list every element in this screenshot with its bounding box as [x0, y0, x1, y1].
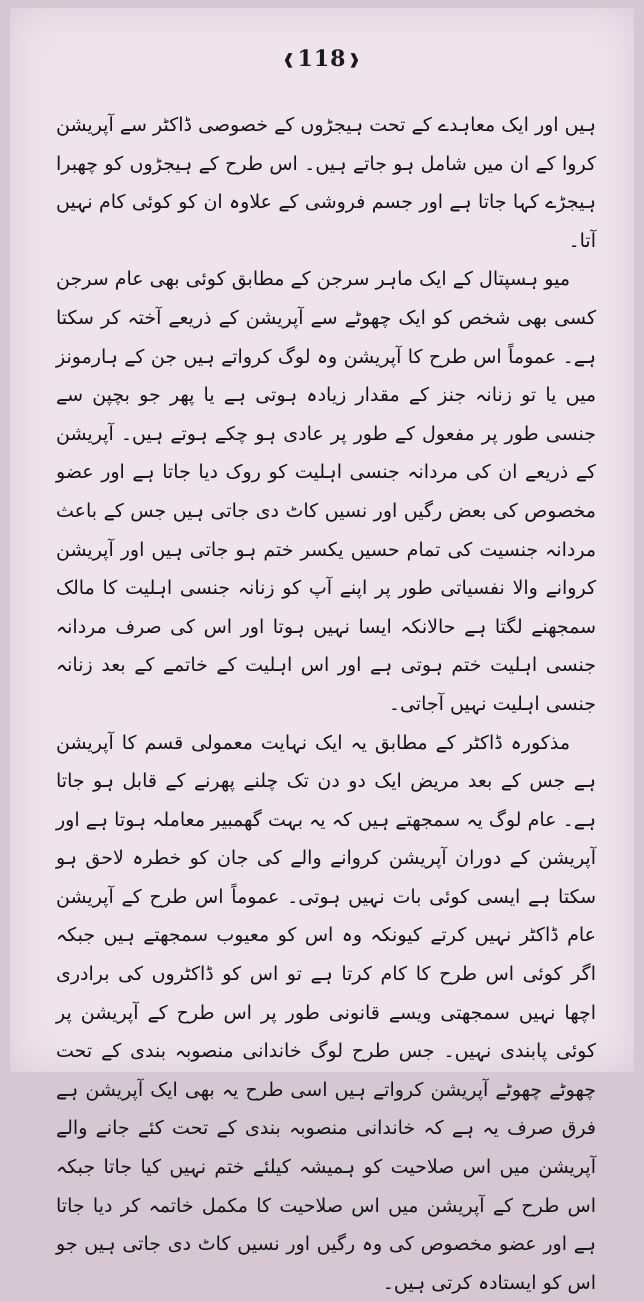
right-ornament-icon: ❱: [348, 52, 361, 68]
page-number: 118: [298, 46, 347, 72]
page-header: [10, 46, 634, 72]
body-text: [56, 106, 596, 1302]
paragraph-3: مذکورہ ڈاکٹر کے مطابق یہ ایک نہایت معمولی قسم کا آپریشن ہے جس کے بعد مریض ایک دو دن تک چلنے پھرنے کے قابل ہو جاتا ہے۔ عام لوگ یہ سمجھتے ہیں کہ یہ بہت گھمبیر معاملہ ہوتا ہے اور آپریشن کے دوران آپریشن کروانے والے کی جان کو خطرہ لاحق ہو سکتا ہے ایسی کوئی بات نہیں ہوتی۔ عموماً اس طرح کے آپریشن عام ڈاکٹر نہیں کرتے کیونکہ وہ اس کو معیوب سمجھتے ہیں جبکہ اگر کوئی اس طرح کا کام کرتا ہے تو اس کو ڈاکٹروں کی برادری اچھا نہیں سمجھتی ویسے قانونی طور پر اس طرح کے آپریشن پر کوئی پابندی نہیں۔ جس طرح لوگ خاندانی منصوبہ بندی کے تحت چھوٹے چھوٹے آپریشن کرواتے ہیں اسی طرح یہ بھی ایک آپریشن ہے فرق صرف یہ ہے کہ خاندانی منصوبہ بندی کے تحت کئے جانے والے آپریشن میں اس صلاحیت کو ہمیشہ کیلئے ختم نہیں کیا جاتا جبکہ اس طرح کے آپریشن میں اس صلاحیت کا مکمل خاتمہ کر دیا جاتا ہے اور عضو مخصوص کی وہ رگیں اور نسیں کاٹ دی جاتی ہیں جو اس کو ایستادہ کرتی ہیں۔: [56, 724, 596, 1302]
paragraph-1: ہیں اور ایک معاہدے کے تحت ہیجڑوں کے خصوصی ڈاکٹر سے آپریشن کروا کے ان میں شامل ہو جاتے ہیں۔ اس طرح کے ہیجڑوں کو چھبرا ہیجڑے کہا جاتا ہے اور جسم فروشی کے علاوہ ان کو کوئی کام نہیں آتا۔: [56, 106, 596, 260]
left-ornament-icon: ❰: [283, 52, 296, 68]
book-page: [10, 8, 634, 1072]
paragraph-2: میو ہسپتال کے ایک ماہر سرجن کے مطابق کوئی بھی عام سرجن کسی بھی شخص کو ایک چھوٹے سے آپریشن کے ذریعے آختہ کر سکتا ہے۔ عموماً اس طرح کا آپریشن وہ لوگ کرواتے ہیں جن کے ہارمونز میں یا تو زنانہ جنز کے مقدار زیادہ ہوتی ہے یا پھر جو بچپن سے جنسی طور پر مفعول کے طور پر عادی ہو چکے ہوتے ہیں۔ آپریشن کے ذریعے ان کی مردانہ جنسی اہلیت کو روک دیا جاتا ہے اور عضو مخصوص کی بعض رگیں اور نسیں کاٹ دی جاتی ہیں جس کے باعث مردانہ جنسیت کی تمام حسیں یکسر ختم ہو جاتی ہیں اور آپریشن کروانے والا نفسیاتی طور پر اپنے آپ کو زنانہ جنسی اہلیت کا مالک سمجھنے لگتا ہے حالانکہ ایسا نہیں ہوتا اور اس کی صرف مردانہ جنسی اہلیت ختم ہوتی ہے اور اس اہلیت کے خاتمے کے بعد زنانہ جنسی اہلیت نہیں آجاتی۔: [56, 260, 596, 723]
